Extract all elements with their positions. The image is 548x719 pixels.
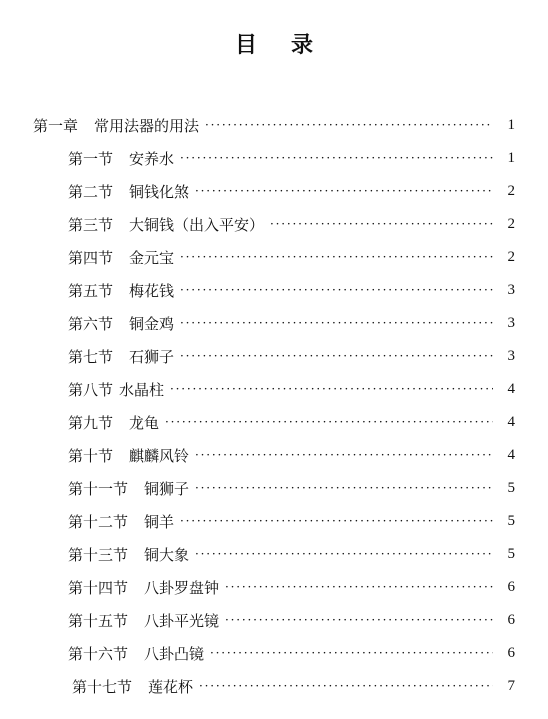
toc-entry-title: 铜狮子 (144, 479, 190, 498)
toc-leader-dots (205, 114, 493, 136)
toc-entry-label (68, 181, 195, 202)
toc-entry-section-5[interactable] (68, 279, 515, 301)
toc-leader-dots (195, 444, 493, 466)
toc-page-number: 4 (507, 446, 515, 463)
toc-entry-label (68, 346, 180, 367)
toc-entry-title: 铜钱化煞 (129, 182, 190, 201)
toc-entry-label (68, 280, 180, 301)
toc-entry-label (68, 445, 195, 466)
toc-page-number: 6 (507, 578, 515, 595)
toc-leader-dots (180, 312, 493, 334)
toc-entry-label (68, 643, 210, 664)
toc-entry-title: 莲花杯 (148, 677, 194, 696)
toc-leader-dots (225, 609, 493, 631)
toc-leader-dots (180, 279, 493, 301)
toc-entry-number: 第一章 (33, 116, 79, 135)
toc-entry-label (68, 577, 225, 598)
toc-entry-title: 常用法器的用法 (94, 116, 200, 135)
toc-page-number: 2 (507, 248, 515, 265)
toc-page-number: 1 (507, 149, 515, 166)
toc-entry-number: 第二节 (68, 182, 114, 201)
toc-entry-number: 第八节 (68, 380, 114, 399)
page-title (0, 28, 548, 59)
toc-entry-section-9[interactable] (68, 411, 515, 433)
toc-entry-number: 第十五节 (68, 611, 129, 630)
toc-leader-dots (180, 246, 493, 268)
toc-entry-title: 八卦罗盘钟 (144, 578, 220, 597)
toc-entry-number: 第十三节 (68, 545, 129, 564)
toc-entry-label (33, 115, 205, 136)
toc-entry-section-17[interactable] (72, 675, 515, 697)
toc-entry-number: 第十四节 (68, 578, 129, 597)
toc-entry-title: 金元宝 (129, 248, 175, 267)
page-title-char-2: 录 (291, 33, 314, 58)
toc-entry-number: 第十一节 (68, 479, 129, 498)
toc-entry-title: 铜大象 (144, 545, 190, 564)
toc-entry-section-10[interactable] (68, 444, 515, 466)
toc-entry-title: 梅花钱 (129, 281, 175, 300)
toc-entry-number: 第一节 (68, 149, 114, 168)
toc-entry-section-1[interactable] (68, 147, 515, 169)
toc-leader-dots (195, 543, 493, 565)
toc-leader-dots (180, 345, 493, 367)
toc-page-number: 3 (507, 347, 515, 364)
toc-leader-dots (270, 213, 493, 235)
toc-page-number: 6 (507, 644, 515, 661)
toc-entry-section-16[interactable] (68, 642, 515, 664)
toc-entry-number: 第十六节 (68, 644, 129, 663)
toc-entry-number: 第五节 (68, 281, 114, 300)
toc-entry-title: 麒麟风铃 (129, 446, 190, 465)
toc-entry-section-7[interactable] (68, 345, 515, 367)
toc-page-number: 3 (507, 314, 515, 331)
toc-entry-number: 第十二节 (68, 512, 129, 531)
toc-entry-number: 第七节 (68, 347, 114, 366)
toc-entry-number: 第四节 (68, 248, 114, 267)
toc-entry-label (68, 148, 180, 169)
toc-entry-section-14[interactable] (68, 576, 515, 598)
toc-entry-title: 八卦平光镜 (144, 611, 220, 630)
toc-leader-dots (210, 642, 493, 664)
toc-entry-number: 第十节 (68, 446, 114, 465)
toc-page-number: 5 (507, 545, 515, 562)
toc-entry-title: 大铜钱（出入平安） (129, 215, 265, 234)
toc-entry-label (68, 511, 180, 532)
toc-leader-dots (195, 477, 493, 499)
toc-entry-title: 水晶柱 (119, 380, 165, 399)
toc-entry-label (68, 610, 225, 631)
toc-entry-title: 石狮子 (129, 347, 175, 366)
toc-entry-section-4[interactable] (68, 246, 515, 268)
toc-entry-label (72, 676, 199, 697)
toc-page-number: 1 (507, 116, 515, 133)
toc-page-number: 3 (507, 281, 515, 298)
toc-leader-dots (165, 411, 493, 433)
toc-page-number: 5 (507, 479, 515, 496)
toc-entry-section-13[interactable] (68, 543, 515, 565)
toc-page-number: 4 (507, 380, 515, 397)
toc-entry-label (68, 478, 195, 499)
toc-entry-section-2[interactable] (68, 180, 515, 202)
toc-leader-dots (195, 180, 493, 202)
toc-page-number: 2 (507, 215, 515, 232)
page-title-char-1: 目 (234, 33, 257, 58)
toc-entry-label (68, 214, 270, 235)
toc-entry-section-8[interactable] (68, 378, 515, 400)
toc-page-number: 4 (507, 413, 515, 430)
toc-entry-chapter-1[interactable] (33, 114, 515, 136)
toc-entry-number: 第九节 (68, 413, 114, 432)
toc-entry-section-3[interactable] (68, 213, 515, 235)
toc-entry-title: 铜金鸡 (129, 314, 175, 333)
toc-page-number: 6 (507, 611, 515, 628)
toc-entry-label (68, 379, 170, 400)
toc-entry-section-15[interactable] (68, 609, 515, 631)
toc-leader-dots (199, 675, 493, 697)
toc-page-number: 2 (507, 182, 515, 199)
toc-entry-title: 安养水 (129, 149, 175, 168)
toc-entry-title: 龙龟 (129, 413, 160, 432)
toc-entry-label (68, 313, 180, 334)
toc-entry-title: 八卦凸镜 (144, 644, 205, 663)
toc-leader-dots (225, 576, 493, 598)
toc-entry-number: 第十七节 (72, 677, 133, 696)
toc-leader-dots (180, 147, 493, 169)
toc-page-number: 7 (507, 677, 515, 694)
toc-entry-number: 第六节 (68, 314, 114, 333)
toc-entry-title: 铜羊 (144, 512, 175, 531)
toc-entry-label (68, 412, 165, 433)
toc-leader-dots (170, 378, 493, 400)
toc-entry-section-12[interactable] (68, 510, 515, 532)
toc-entry-label (68, 544, 195, 565)
toc-entry-label (68, 247, 180, 268)
toc-entry-number: 第三节 (68, 215, 114, 234)
toc-page-number: 5 (507, 512, 515, 529)
toc-entry-section-6[interactable] (68, 312, 515, 334)
toc-entry-section-11[interactable] (68, 477, 515, 499)
toc-leader-dots (180, 510, 493, 532)
